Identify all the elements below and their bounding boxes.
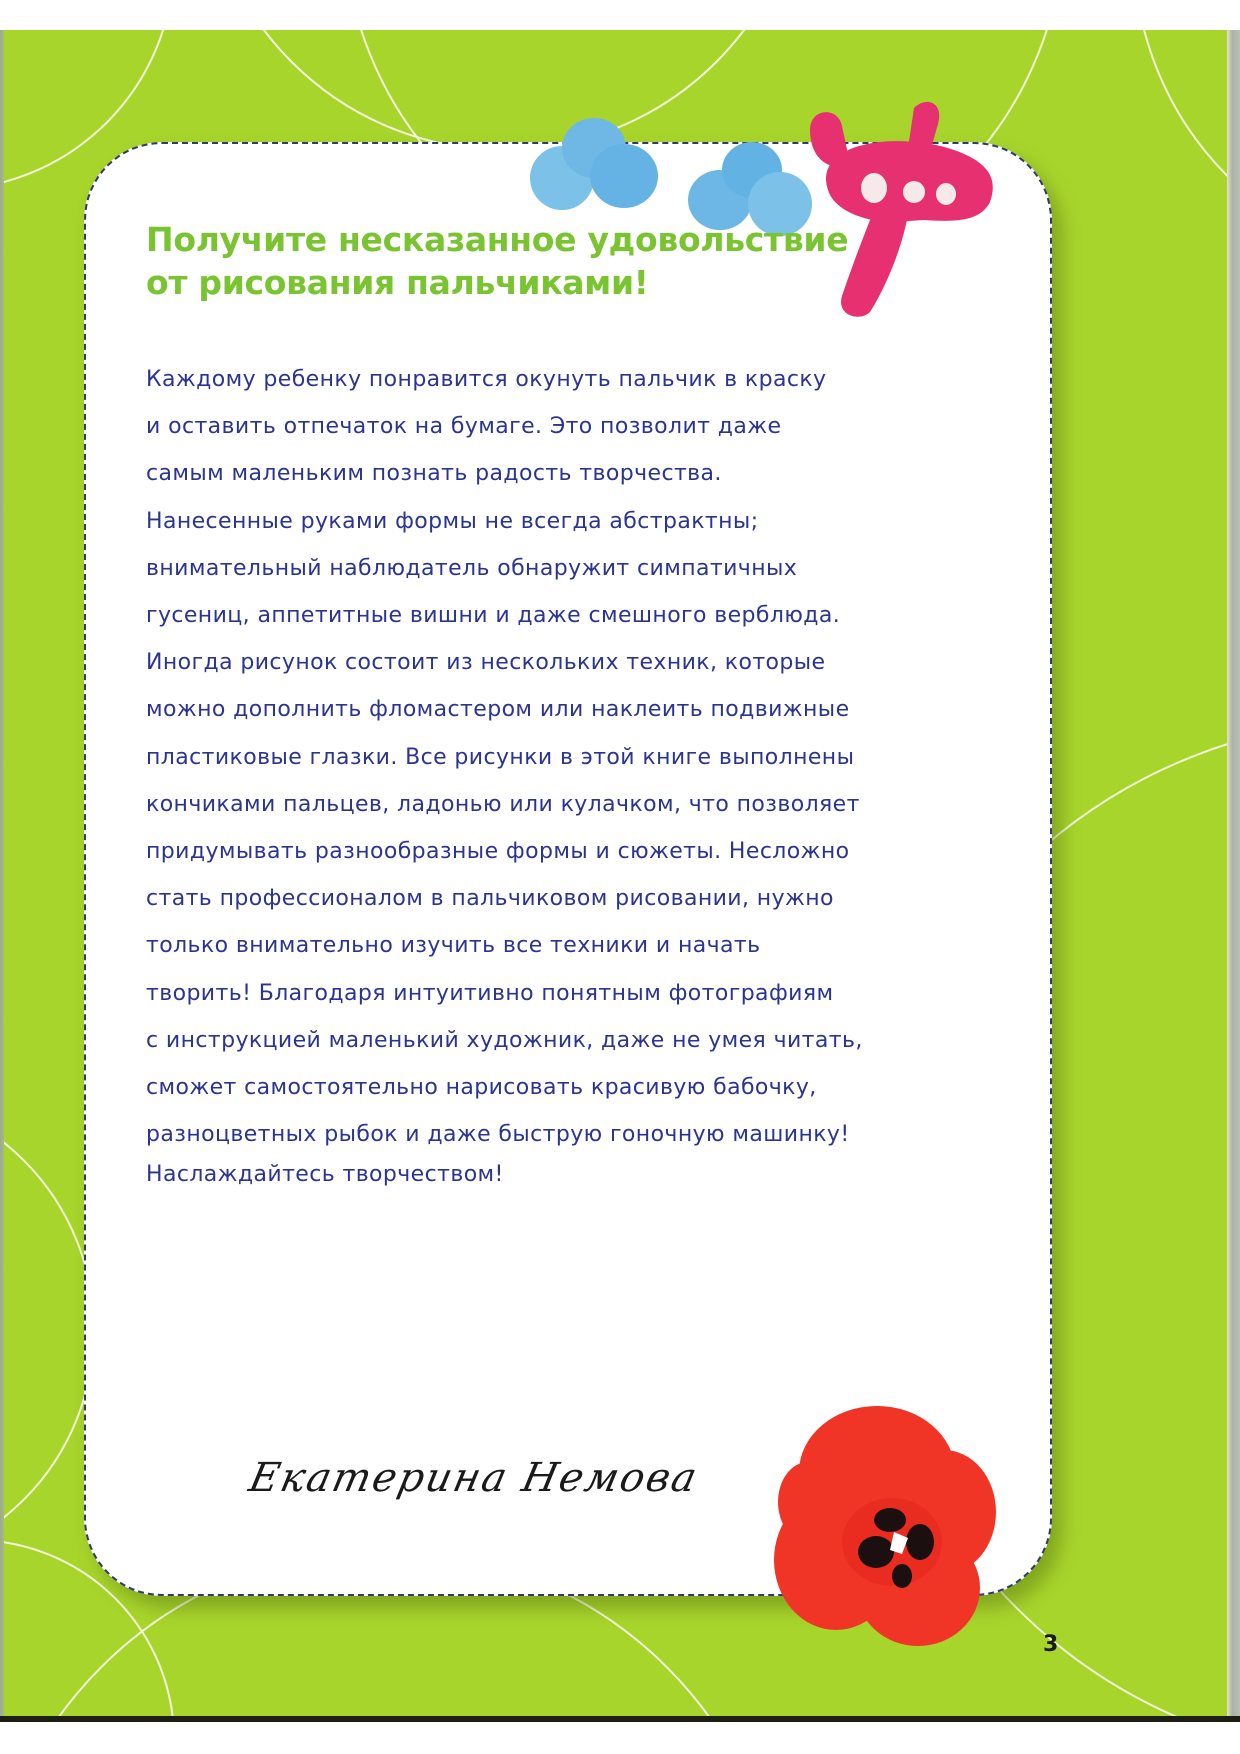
body-line: сможет самостоятельно нарисовать красивую бабочку, (146, 1075, 817, 1101)
body-line: стать профессионалом в пальчиковом рисовании, нужно (146, 886, 834, 912)
title-line-1: Получите несказанное удовольствие (146, 220, 849, 259)
page-fore-edge (1227, 30, 1240, 1721)
body-line: можно дополнить фломастером или наклеить подвижные (146, 697, 850, 723)
body-line: Каждому ребенку понравится окунуть пальчик в краску (146, 367, 827, 392)
body-line: и оставить отпечаток на бумаге. Это позволит даже (146, 414, 782, 440)
blue-fingerprint-cluster-icon (524, 108, 674, 218)
body-line: с инструкцией маленький художник, даже не умея читать, (146, 1027, 863, 1053)
closing-line: Наслаждайтесь творчеством! (146, 1162, 504, 1187)
page-number: 3 (1043, 1632, 1059, 1657)
body-line: Иногда рисунок состоит из нескольких техник, которые (146, 650, 826, 676)
body-line: внимательный наблюдатель обнаружит симпатичных (146, 555, 798, 581)
page-bottom-edge (0, 1716, 1240, 1722)
page-title (146, 218, 946, 304)
title-line-2: от рисования пальчиками! (146, 263, 649, 302)
body-line: гусениц, аппетитные вишни и даже смешного верблюда. (146, 603, 841, 629)
body-line: Нанесенные руками формы не всегда абстрактны; (146, 508, 759, 534)
author-signature: Екатерина Немова (245, 1455, 703, 1501)
body-line: творить! Благодаря интуитивно понятным фотографиям (146, 980, 834, 1006)
red-poppy-fingerprint-icon (772, 1392, 1012, 1652)
body-line: только внимательно изучить все техники и начать (146, 933, 761, 959)
body-line: придумывать разнообразные формы и сюжеты. Несложно (146, 839, 850, 865)
body-line: кончиками пальцев, ладонью или кулачком, что позволяет (146, 791, 860, 817)
body-line: самым маленьким познать радость творчества. (146, 461, 722, 487)
body-line: пластиковые глазки. Все рисунки в этой книге выполнены (146, 744, 855, 770)
body-line: разноцветных рыбок и даже быструю гоночную машинку! (146, 1122, 850, 1148)
body-paragraph (146, 356, 996, 1158)
